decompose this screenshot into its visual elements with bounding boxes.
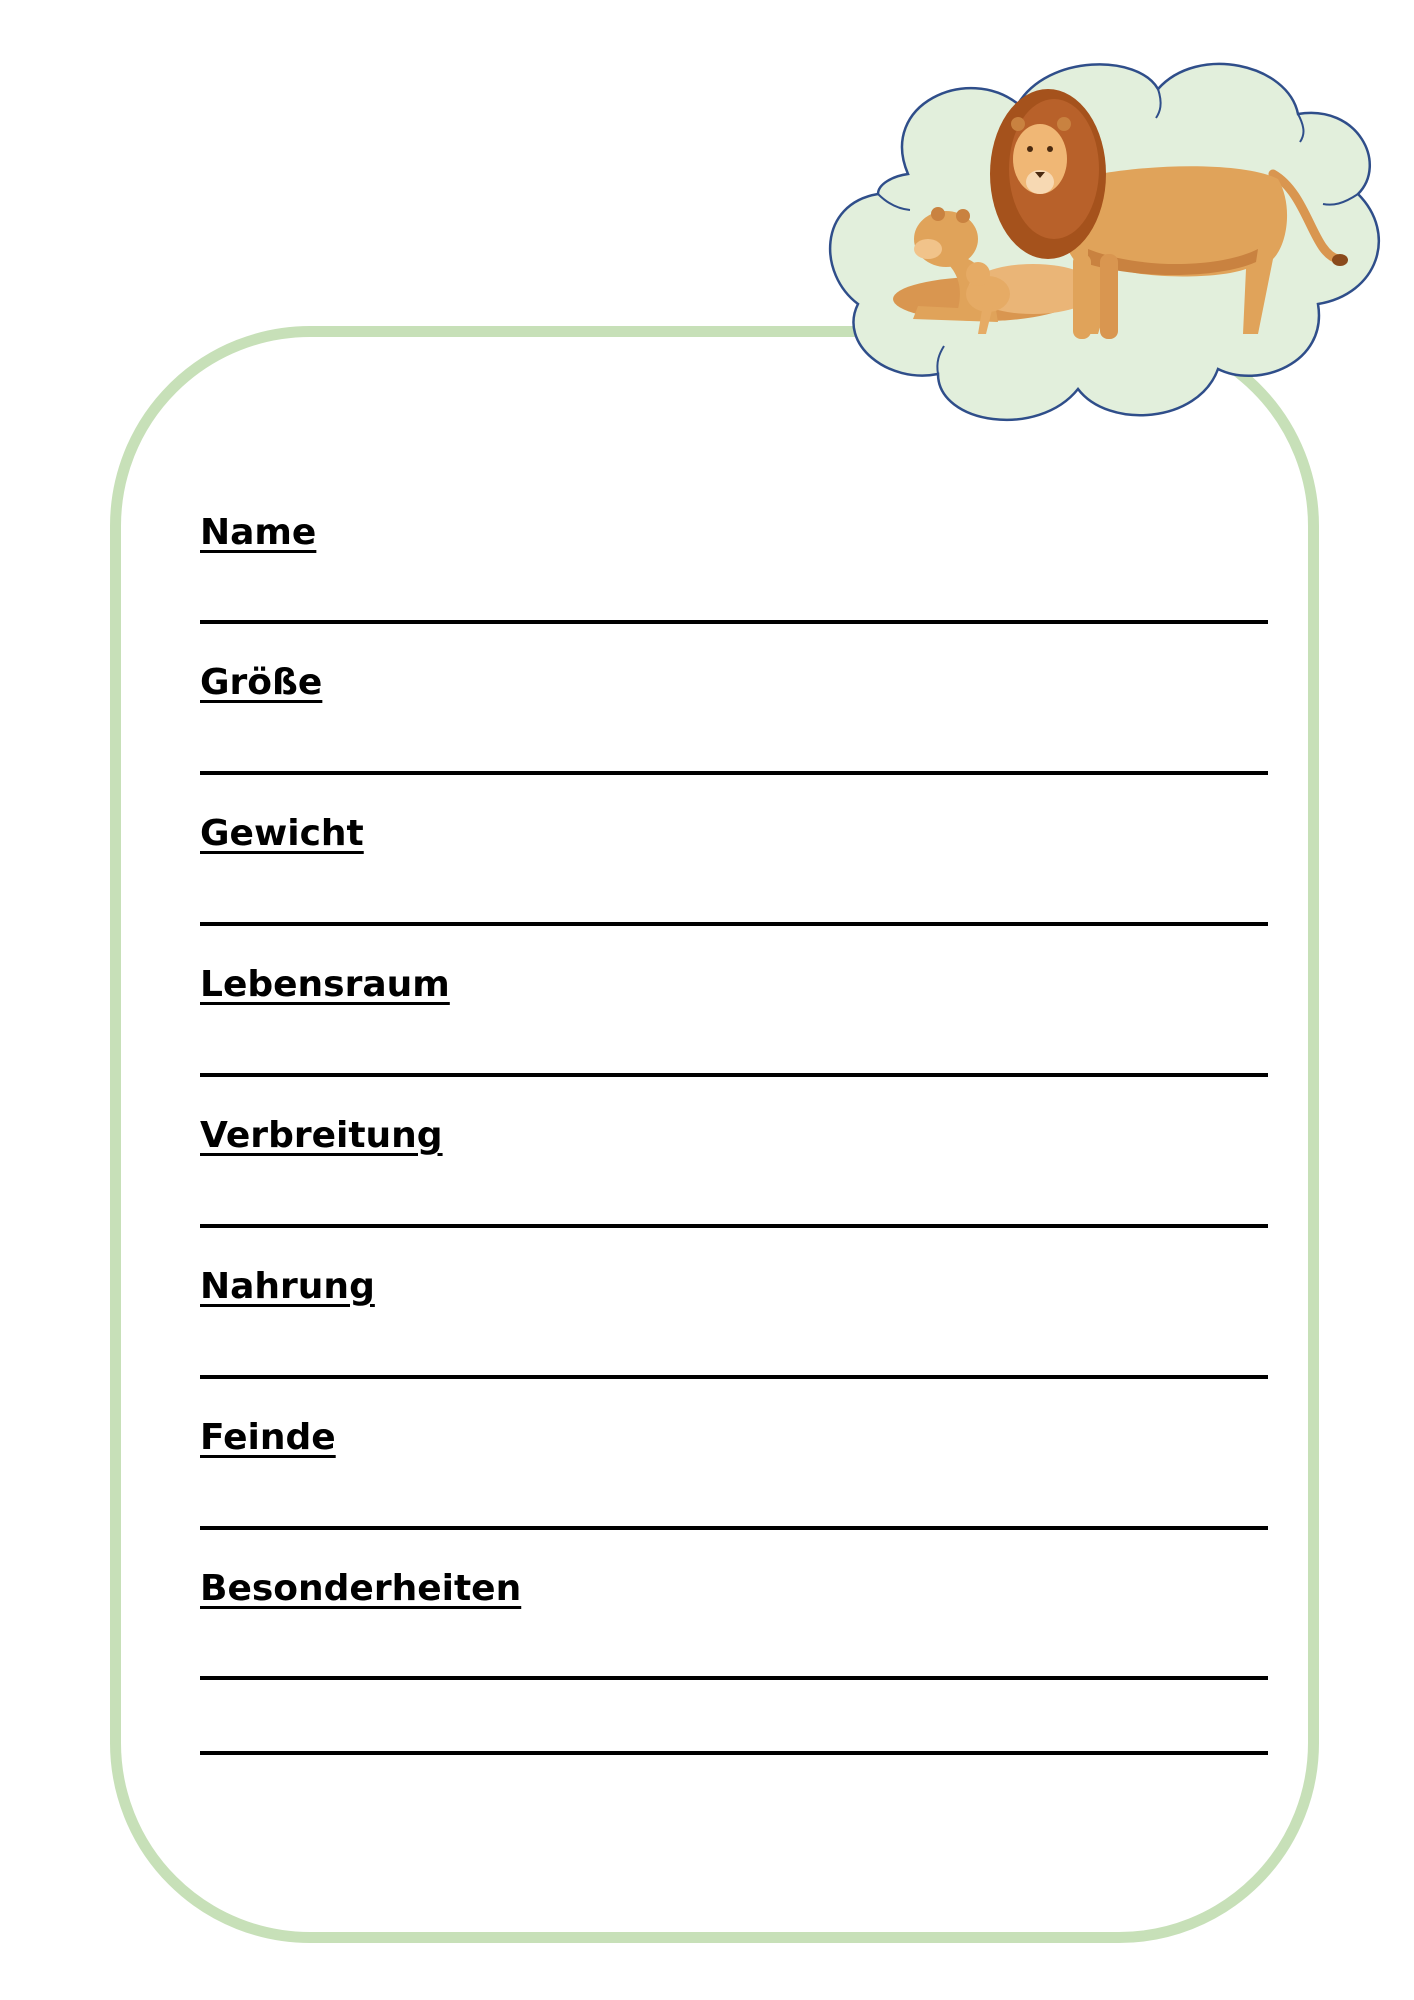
field-besonderheiten (200, 1568, 1268, 1771)
write-line-besonderheiten-2[interactable] (200, 1751, 1268, 1755)
write-line-feinde[interactable] (200, 1526, 1268, 1530)
field-label-besonderheiten: Besonderheiten (200, 1568, 522, 1609)
field-label-feinde: Feinde (200, 1417, 336, 1458)
field-gewicht (200, 813, 1268, 966)
write-line-nahrung[interactable] (200, 1375, 1268, 1379)
field-lebensraum (200, 964, 1268, 1117)
field-label-groesse: Größe (200, 662, 323, 703)
write-line-besonderheiten-1[interactable] (200, 1676, 1268, 1680)
lion-family-icon (818, 44, 1384, 434)
write-line-verbreitung[interactable] (200, 1224, 1268, 1228)
field-label-lebensraum: Lebensraum (200, 964, 450, 1005)
write-line-lebensraum[interactable] (200, 1073, 1268, 1077)
field-label-nahrung: Nahrung (200, 1266, 375, 1307)
field-label-name: Name (200, 512, 317, 553)
field-nahrung (200, 1266, 1268, 1419)
field-label-gewicht: Gewicht (200, 813, 364, 854)
field-verbreitung (200, 1115, 1268, 1268)
field-feinde (200, 1417, 1268, 1570)
field-groesse (200, 662, 1268, 815)
write-line-name[interactable] (200, 620, 1268, 624)
field-label-verbreitung: Verbreitung (200, 1115, 443, 1156)
cloud-illustration (818, 44, 1384, 434)
field-name (200, 512, 1268, 665)
write-line-groesse[interactable] (200, 771, 1268, 775)
write-line-gewicht[interactable] (200, 922, 1268, 926)
